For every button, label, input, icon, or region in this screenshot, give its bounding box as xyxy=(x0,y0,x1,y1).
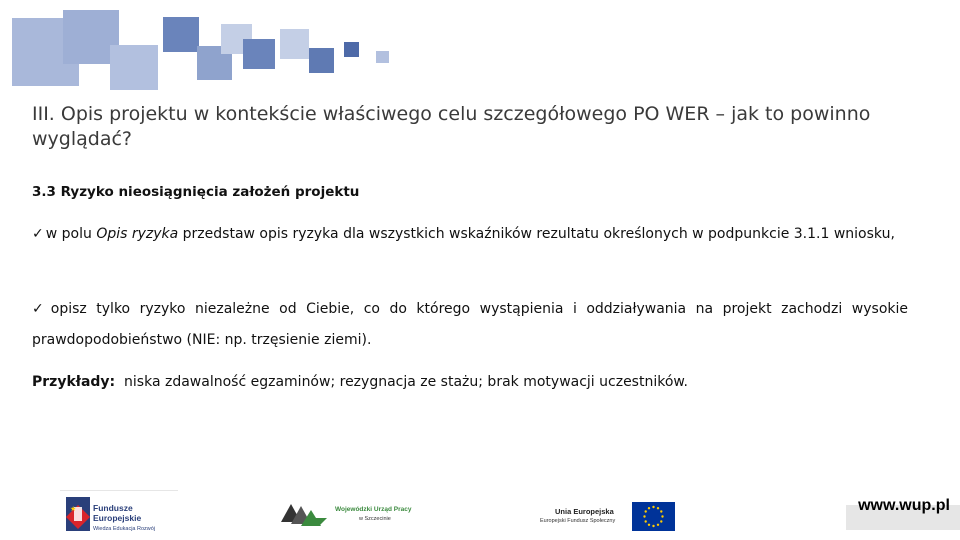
fundusze-europejskie-logo xyxy=(64,497,92,531)
section-heading: 3.3 Ryzyko nieosiągnięcia założeń projektu xyxy=(32,184,360,200)
wup-logo-line1: Wojewódzki Urząd Pracy xyxy=(335,506,412,513)
examples-text: niska zdawalność egzaminów; rezygnacja ze stażu; brak motywacji uczestników. xyxy=(124,374,689,390)
eu-flag-icon xyxy=(632,502,675,531)
decor-square xyxy=(110,45,158,90)
bullet-text: w polu xyxy=(45,226,97,242)
page-title: III. Opis projektu w kontekście właściwego celu szczegółowego PO WER – jak to powinno wyglądać? xyxy=(32,103,871,150)
decor-square xyxy=(309,48,334,73)
fe-logo-line1: Fundusze xyxy=(93,503,133,513)
checkmark-icon: ✓ xyxy=(32,301,49,317)
checkmark-icon: ✓ xyxy=(32,226,44,242)
decor-square xyxy=(344,42,359,57)
website-url[interactable]: www.wup.pl xyxy=(858,497,950,514)
decor-square xyxy=(243,39,275,69)
examples-label: Przykłady: xyxy=(32,374,116,390)
decor-square xyxy=(163,17,199,52)
fe-logo-line3: Wiedza Edukacja Rozwój xyxy=(93,526,156,532)
bullet-item xyxy=(32,219,908,250)
ue-logo-line2: Europejski Fundusz Społeczny xyxy=(540,518,616,524)
wup-logo xyxy=(281,500,329,528)
bullet-text: opisz tylko ryzyko niezależne od Ciebie, co do którego wystąpienia i oddziaływania na projekt zachodzi wysokie prawdopodobieństwo (NIE: np. trzęsienie ziemi). xyxy=(32,301,908,348)
bullet-item xyxy=(32,294,908,356)
fe-logo-line2: Europejskie xyxy=(93,513,142,523)
bullet-italic-term: Opis ryzyka xyxy=(96,226,179,242)
bullet-text: przedstaw opis ryzyka dla wszystkich wskaźników rezultatu określonych w podpunkcie 3.1.1 wniosku, xyxy=(178,226,895,242)
ue-logo-line1: Unia Europejska xyxy=(555,507,614,516)
decor-square xyxy=(280,29,309,59)
decor-square xyxy=(376,51,389,63)
examples-line xyxy=(32,374,688,390)
svg-text:★: ★ xyxy=(70,505,77,513)
wup-logo-line2: w Szczecinie xyxy=(359,516,391,522)
